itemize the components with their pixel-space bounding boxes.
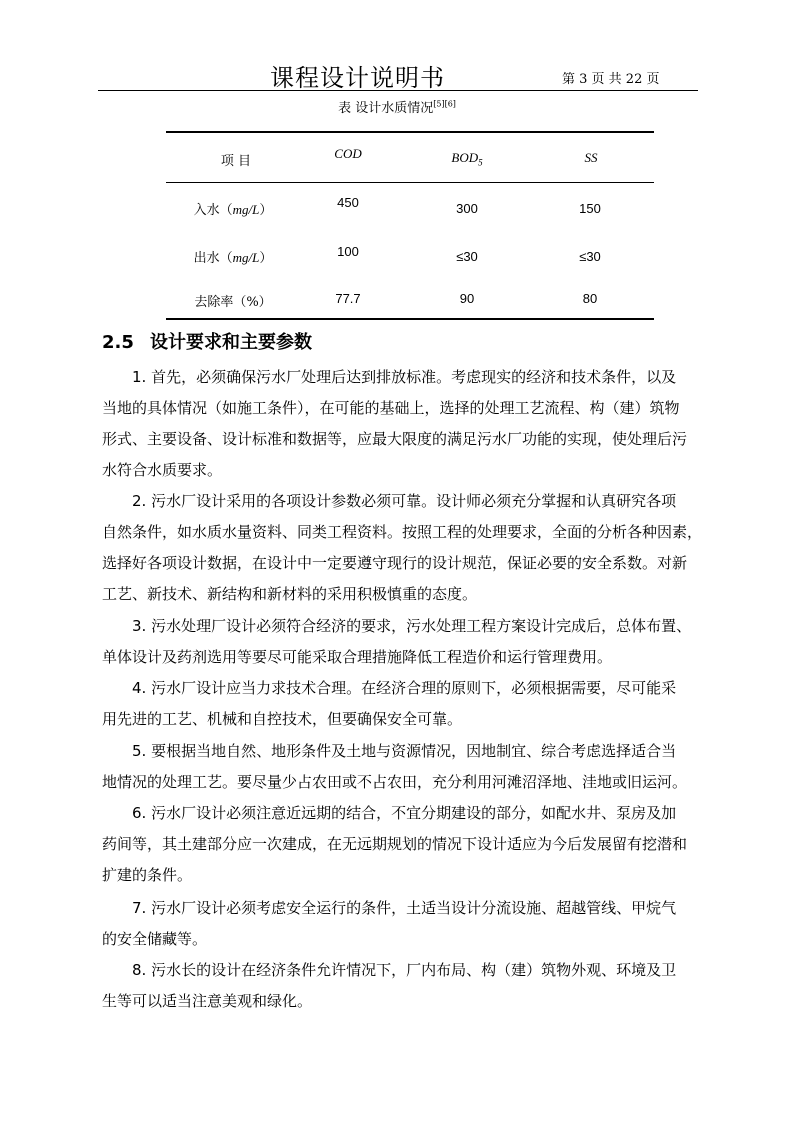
paragraph-line: 工艺、新技术、新结构和新材料的采用积极慎重的态度。 — [102, 585, 478, 603]
section-heading — [102, 328, 312, 354]
table-cell: 77.7 — [335, 291, 361, 306]
paragraph-4 — [102, 673, 722, 735]
paragraph-line: 生等可以适当注意美观和绿化。 — [102, 992, 313, 1010]
table-cell: 100 — [337, 244, 359, 259]
paragraph-3 — [102, 611, 722, 673]
paragraph-line: 扩建的条件。 — [102, 866, 193, 884]
table-row-label — [194, 199, 273, 218]
paragraph-1 — [102, 362, 722, 486]
paragraph-line: 地情况的处理工艺。要尽量少占农田或不占农田，充分利用河滩沼泽地、洼地或旧运河。 — [102, 773, 688, 791]
paragraph-line: 8. 污水长的设计在经济条件允许情况下，厂内布局、构（建）筑物外观、环境及卫 — [132, 961, 677, 979]
row-label-end: ） — [259, 251, 273, 266]
table-row-label — [194, 247, 273, 266]
paragraph-8 — [102, 955, 722, 1017]
paragraph-line: 当地的具体情况（如施工条件），在可能的基础上，选择的处理工艺流程、构（建）筑物 — [102, 399, 680, 417]
table-cell: 450 — [337, 195, 359, 210]
paragraph-line: 自然条件，如水质水量资料、同类工程资料。按照工程的处理要求，全面的分析各种因素， — [102, 523, 703, 541]
table-caption-refs: [5][6] — [433, 99, 456, 109]
paragraph-line: 6. 污水厂设计必须注意近远期的结合，不宜分期建设的部分，如配水井、泵房及加 — [132, 804, 677, 822]
page-counter: 第 3 页 共 22 页 — [562, 72, 660, 87]
row-label-end: ） — [259, 203, 273, 218]
row-label-text: 入水（ — [193, 203, 233, 218]
paragraph-line: 5. 要根据当地自然、地形条件及土地与资源情况，因地制宜、综合考虑选择适合当 — [132, 742, 677, 760]
paragraph-line: 用先进的工艺、机械和自控技术，但要确保安全可靠。 — [102, 710, 463, 728]
paragraph-7 — [102, 893, 722, 955]
paragraph-line: 水符合水质要求。 — [102, 461, 223, 479]
table-header-cod: COD — [334, 146, 362, 161]
paragraph-line: 7. 污水厂设计必须考虑安全运行的条件，土适当设计分流设施、超越管线、甲烷气 — [132, 899, 677, 917]
table-cell: ≤30 — [579, 249, 601, 264]
section-number: 2.5 — [102, 332, 134, 353]
table-caption-text: 表 设计水质情况 — [338, 101, 434, 116]
table-header-rule — [166, 182, 654, 183]
paragraph-line: 的安全储藏等。 — [102, 930, 208, 948]
paragraph-line: 药间等，其土建部分应一次建成，在无远期规划的情况下设计适应为今后发展留有挖潜和 — [102, 835, 688, 853]
table-cell: ≤30 — [456, 249, 478, 264]
bod-subscript: 5 — [478, 157, 483, 168]
paragraph-5 — [102, 736, 722, 798]
table-cell: 80 — [582, 291, 598, 306]
paragraph-line: 选择好各项设计数据，在设计中一定要遵守现行的设计规范，保证必要的安全系数。对新 — [102, 554, 688, 572]
row-label-text: 出水（ — [193, 251, 233, 266]
row-label-unit: mg/L — [232, 202, 260, 217]
row-label-text: 去除率（%） — [194, 295, 272, 310]
table-header-item: 项 目 — [220, 154, 252, 169]
section-title: 设计要求和主要参数 — [150, 332, 312, 353]
table-header-bod — [451, 150, 482, 168]
paragraph-line: 1. 首先，必须确保污水厂处理后达到排放标准。考虑现实的经济和技术条件，以及 — [132, 368, 677, 386]
table-cell: 300 — [456, 201, 478, 216]
paragraph-line: 3. 污水处理厂设计必须符合经济的要求，污水处理工程方案设计完成后，总体布置、 — [132, 617, 692, 635]
bod-label: BOD — [451, 150, 479, 165]
paragraph-2 — [102, 486, 722, 610]
header-divider — [98, 90, 698, 91]
paragraph-6 — [102, 798, 722, 891]
table-row-label — [194, 291, 271, 310]
table-cell: 90 — [459, 291, 475, 306]
row-label-unit: mg/L — [232, 250, 260, 265]
paragraph-line: 单体设计及药剂选用等要尽可能采取合理措施降低工程造价和运行管理费用。 — [102, 648, 613, 666]
table-bottom-rule — [166, 318, 654, 320]
paragraph-line: 4. 污水厂设计应当力求技术合理。在经济合理的原则下，必须根据需要，尽可能采 — [132, 679, 677, 697]
document-title: 课程设计说明书 — [270, 64, 445, 92]
table-header-ss: SS — [584, 150, 598, 165]
table-top-rule — [166, 131, 654, 133]
paragraph-line: 形式、主要设备、设计标准和数据等，应最大限度的满足污水厂功能的实现，使处理后污 — [102, 430, 688, 448]
table-cell: 150 — [579, 201, 601, 216]
table-caption — [0, 97, 794, 116]
paragraph-line: 2. 污水厂设计采用的各项设计参数必须可靠。设计师必须充分掌握和认真研究各项 — [132, 492, 677, 510]
